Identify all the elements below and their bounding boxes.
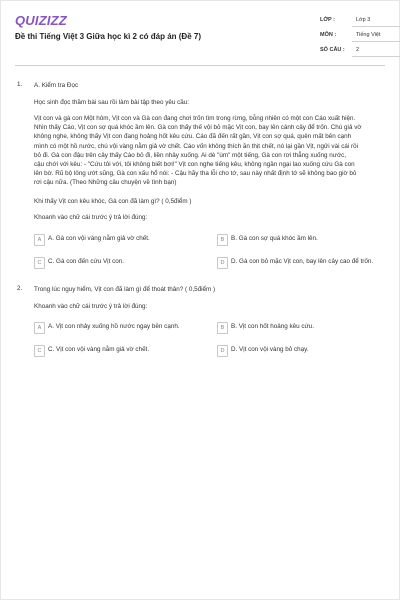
option-text: D. Gà con bỏ mặc Vịt con, bay lên cây cao để trốn. (231, 258, 374, 265)
option-text: A. Gà con vội vàng nằm giả vờ chết. (48, 235, 150, 242)
question-number: 1. (17, 81, 23, 88)
meta-underline (352, 41, 400, 42)
option-letter-box: C (34, 257, 45, 269)
option-c[interactable] (34, 345, 204, 357)
question-text: Trong lúc nguy hiểm, Vịt con đã làm gì để thoát thân? ( 0,5điểm ) (34, 286, 216, 293)
option-letter-box: B (217, 234, 228, 246)
option-letter-box: D (217, 345, 228, 357)
option-text: B. Gà con sợ quá khóc ầm lên. (231, 235, 318, 242)
meta-underline (352, 56, 400, 57)
section-heading: A. Kiểm tra Đọc (34, 82, 79, 89)
option-text: C. Gà con đến cứu Vịt con. (48, 258, 124, 265)
question-text: Khi thấy Vịt con kêu khóc, Gà con đã làm gì? ( 0,5điểm ) (34, 198, 192, 205)
meta-grade-label: LỚP : (320, 17, 335, 23)
passage-line: rơi cậu nữa. (Theo Những câu chuyện về tình bạn) (34, 179, 177, 187)
answer-prompt: Khoanh vào chữ cái trước ý trả lời đúng: (34, 303, 148, 310)
option-text: C. Vịt con vội vàng nằm giả vờ chết. (48, 346, 150, 353)
meta-subject-value: Tiếng Việt (356, 32, 381, 38)
passage-line: mình có một hồ nước, chú vội vàng nằm giả vờ chết. Cáo vốn không thích ăn thịt chết, nó lại gần Vịt, ngửi vài cái rồi (34, 142, 359, 150)
passage-line: cậu chới với kêu: - "Cứu tôi với, tôi không biết bơi!" Vịt con nghe tiếng kêu, không ngần ngại lao xuống cứu Gà con (34, 161, 355, 169)
option-c[interactable] (34, 257, 204, 269)
reading-passage (34, 114, 389, 188)
meta-grade-value: Lớp 3 (356, 17, 371, 23)
option-text: A. Vịt con nhảy xuống hồ nước ngay bên cạnh. (48, 323, 180, 330)
reading-instruction: Học sinh đọc thầm bài sau rồi làm bài tập theo yêu cầu: (34, 99, 190, 106)
passage-line: không nghe, không thấy Vịt con đang hoảng hốt kêu cứu. Cáo đã đến rất gần, Vịt con sợ quá, quên mất bên cạnh (34, 133, 352, 141)
meta-underline (352, 26, 400, 27)
option-text: D. Vịt con vội vàng bỏ chạy. (231, 346, 309, 353)
passage-line: bỏ đi. Gà con đậu trên cây thấy Cáo bỏ đi, liền nhảy xuống. Ai dè "ùm" một tiếng, Gà con rơi thẳng xuống nước, (34, 151, 347, 159)
option-a[interactable] (34, 234, 204, 246)
option-letter-box: B (217, 322, 228, 334)
option-d[interactable] (217, 257, 387, 269)
option-b[interactable] (217, 322, 387, 334)
passage-line: Nhìn thấy Cáo, Vịt con sợ quá khóc ầm lên. Gà con thấy thế vội bỏ mặc Vịt con, bay lên cành cây để trốn. Chú giả vờ (34, 124, 362, 132)
option-letter-box: D (217, 257, 228, 269)
meta-count-label: SỐ CÂU : (320, 47, 345, 53)
meta-subject-label: MÔN : (320, 32, 337, 38)
meta-count-value: 2 (356, 47, 360, 53)
page-title: Đề thi Tiếng Việt 3 Giữa học kì 2 có đáp án (Đề 7) (15, 32, 201, 41)
option-d[interactable] (217, 345, 387, 357)
passage-line: lên bờ. Rũ bộ lông ướt sũng, Gà con xấu hổ nói: - Cậu hãy tha lỗi cho tớ, sau này nhất định tớ sẽ không bao giờ bỏ (34, 170, 357, 178)
option-a[interactable] (34, 322, 204, 334)
option-letter-box: A (34, 234, 45, 246)
answer-prompt: Khoanh vào chữ cái trước ý trả lời đúng: (34, 214, 148, 221)
brand-logo: QUIZIZZ (15, 13, 67, 28)
passage-line: Vịt con và gà con Một hôm, Vịt con và Gà con đang chơi trốn tìm trong rừng, bỗng nhiên có một con Cáo xuất hiện. (34, 115, 356, 122)
option-text: B. Vịt con hốt hoảng kêu cứu. (231, 323, 314, 330)
question-number: 2. (17, 285, 23, 292)
option-b[interactable] (217, 234, 387, 246)
option-letter-box: A (34, 322, 45, 334)
header-divider (15, 65, 385, 66)
option-letter-box: C (34, 345, 45, 357)
